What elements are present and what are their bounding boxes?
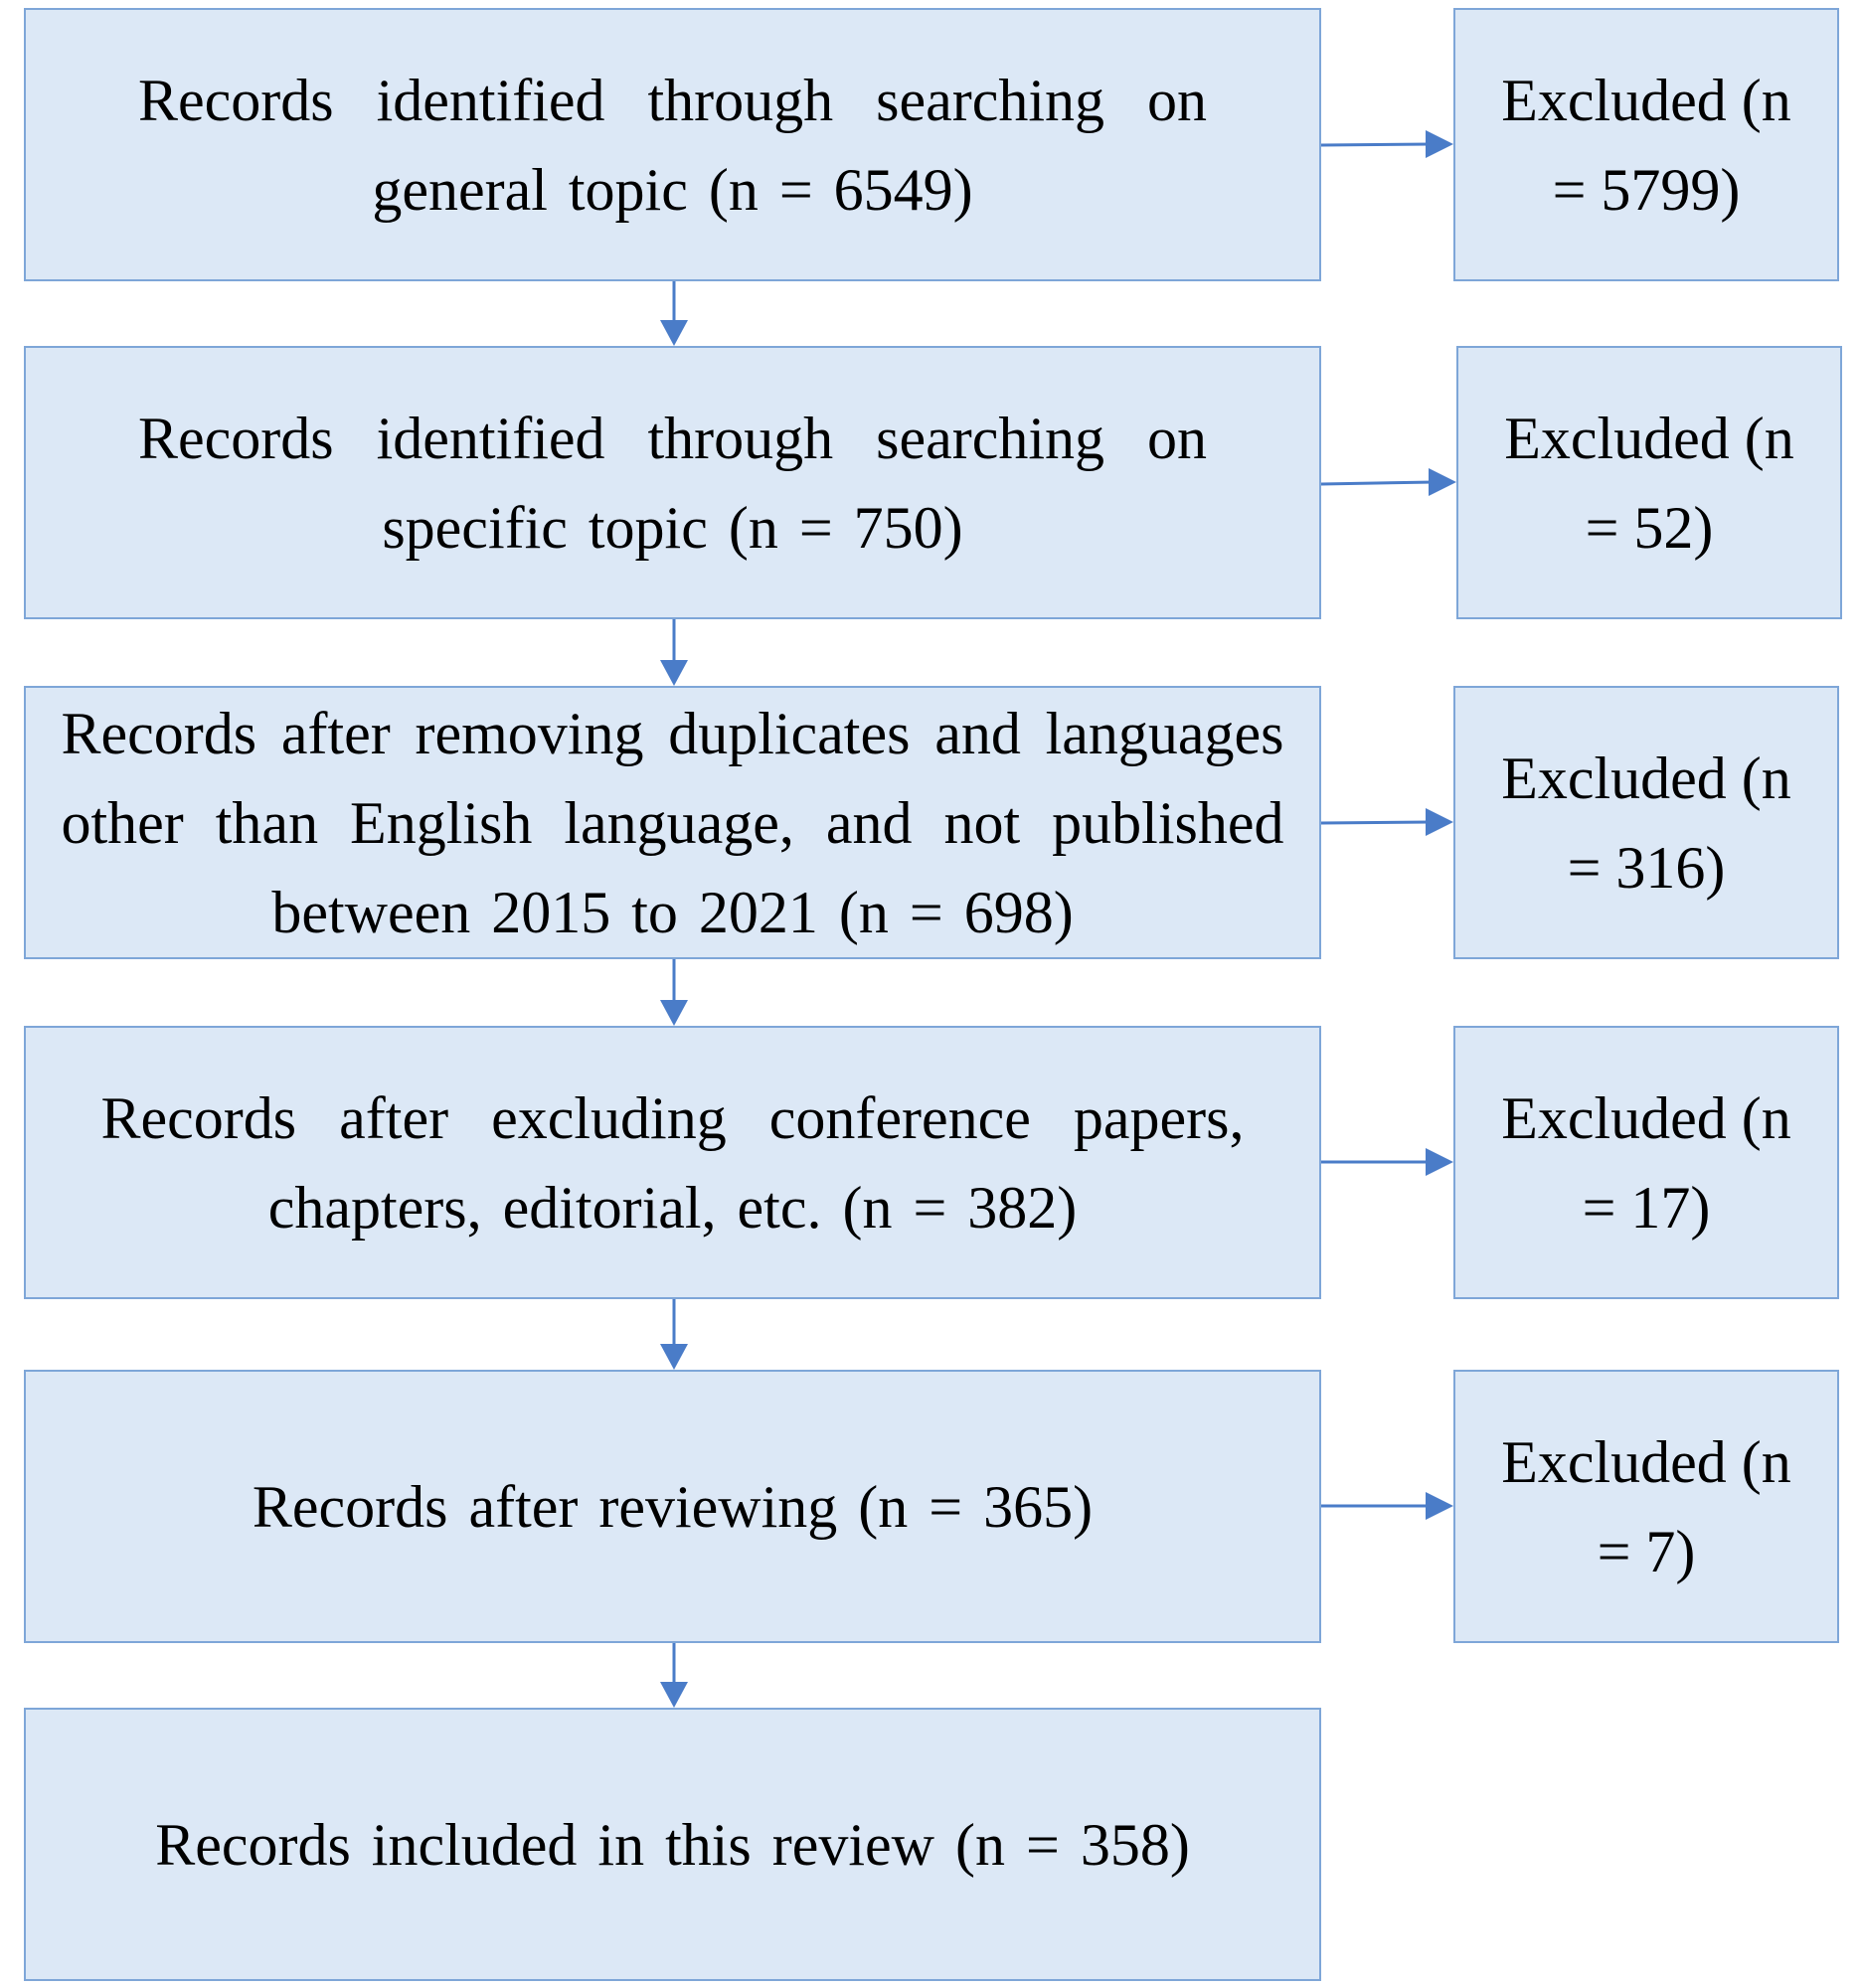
excluded-box-remove-duplicates: [1453, 686, 1839, 959]
right-arrow-2: [1321, 468, 1456, 496]
step-text: Records after reviewing (n = 365): [252, 1473, 1094, 1540]
step-text: Records after excluding conference papers, chapters, editorial, etc. (n = 382): [100, 1084, 1245, 1241]
excluded-box-specific-search: [1456, 346, 1842, 619]
step-box-specific-search: [24, 346, 1321, 619]
down-arrow-3: [660, 959, 688, 1026]
right-arrow-5: [1321, 1492, 1453, 1520]
down-arrow-5: [660, 1643, 688, 1708]
down-arrow-2: [660, 619, 688, 686]
excluded-box-after-reviewing: [1453, 1370, 1839, 1643]
step-text: Records included in this review (n = 358): [155, 1811, 1190, 1878]
excluded-box-general-search: [1453, 8, 1839, 281]
step-box-exclude-conference: [24, 1026, 1321, 1299]
step-box-general-search: [24, 8, 1321, 281]
excluded-text: Excluded (n = 316): [1501, 745, 1791, 901]
excluded-box-exclude-conference: [1453, 1026, 1839, 1299]
step-text: Records after removing duplicates and languages other than English language, and not published between 2015 to 2021 (n = 698): [61, 700, 1284, 945]
down-arrow-4: [660, 1299, 688, 1370]
step-box-after-reviewing: [24, 1370, 1321, 1643]
excluded-text: Excluded (n = 7): [1501, 1428, 1791, 1584]
excluded-text: Excluded (n = 5799): [1501, 67, 1791, 223]
right-arrow-1: [1321, 130, 1453, 158]
step-text: Records identified through searching on general topic (n = 6549): [138, 67, 1207, 223]
excluded-text: Excluded (n = 17): [1501, 1084, 1791, 1241]
right-arrow-4: [1321, 1148, 1453, 1176]
excluded-text: Excluded (n = 52): [1504, 405, 1794, 561]
down-arrow-1: [660, 281, 688, 346]
step-box-remove-duplicates: [24, 686, 1321, 959]
step-box-included: [24, 1708, 1321, 1981]
right-arrow-3: [1321, 808, 1453, 836]
step-text: Records identified through searching on specific topic (n = 750): [138, 405, 1207, 561]
